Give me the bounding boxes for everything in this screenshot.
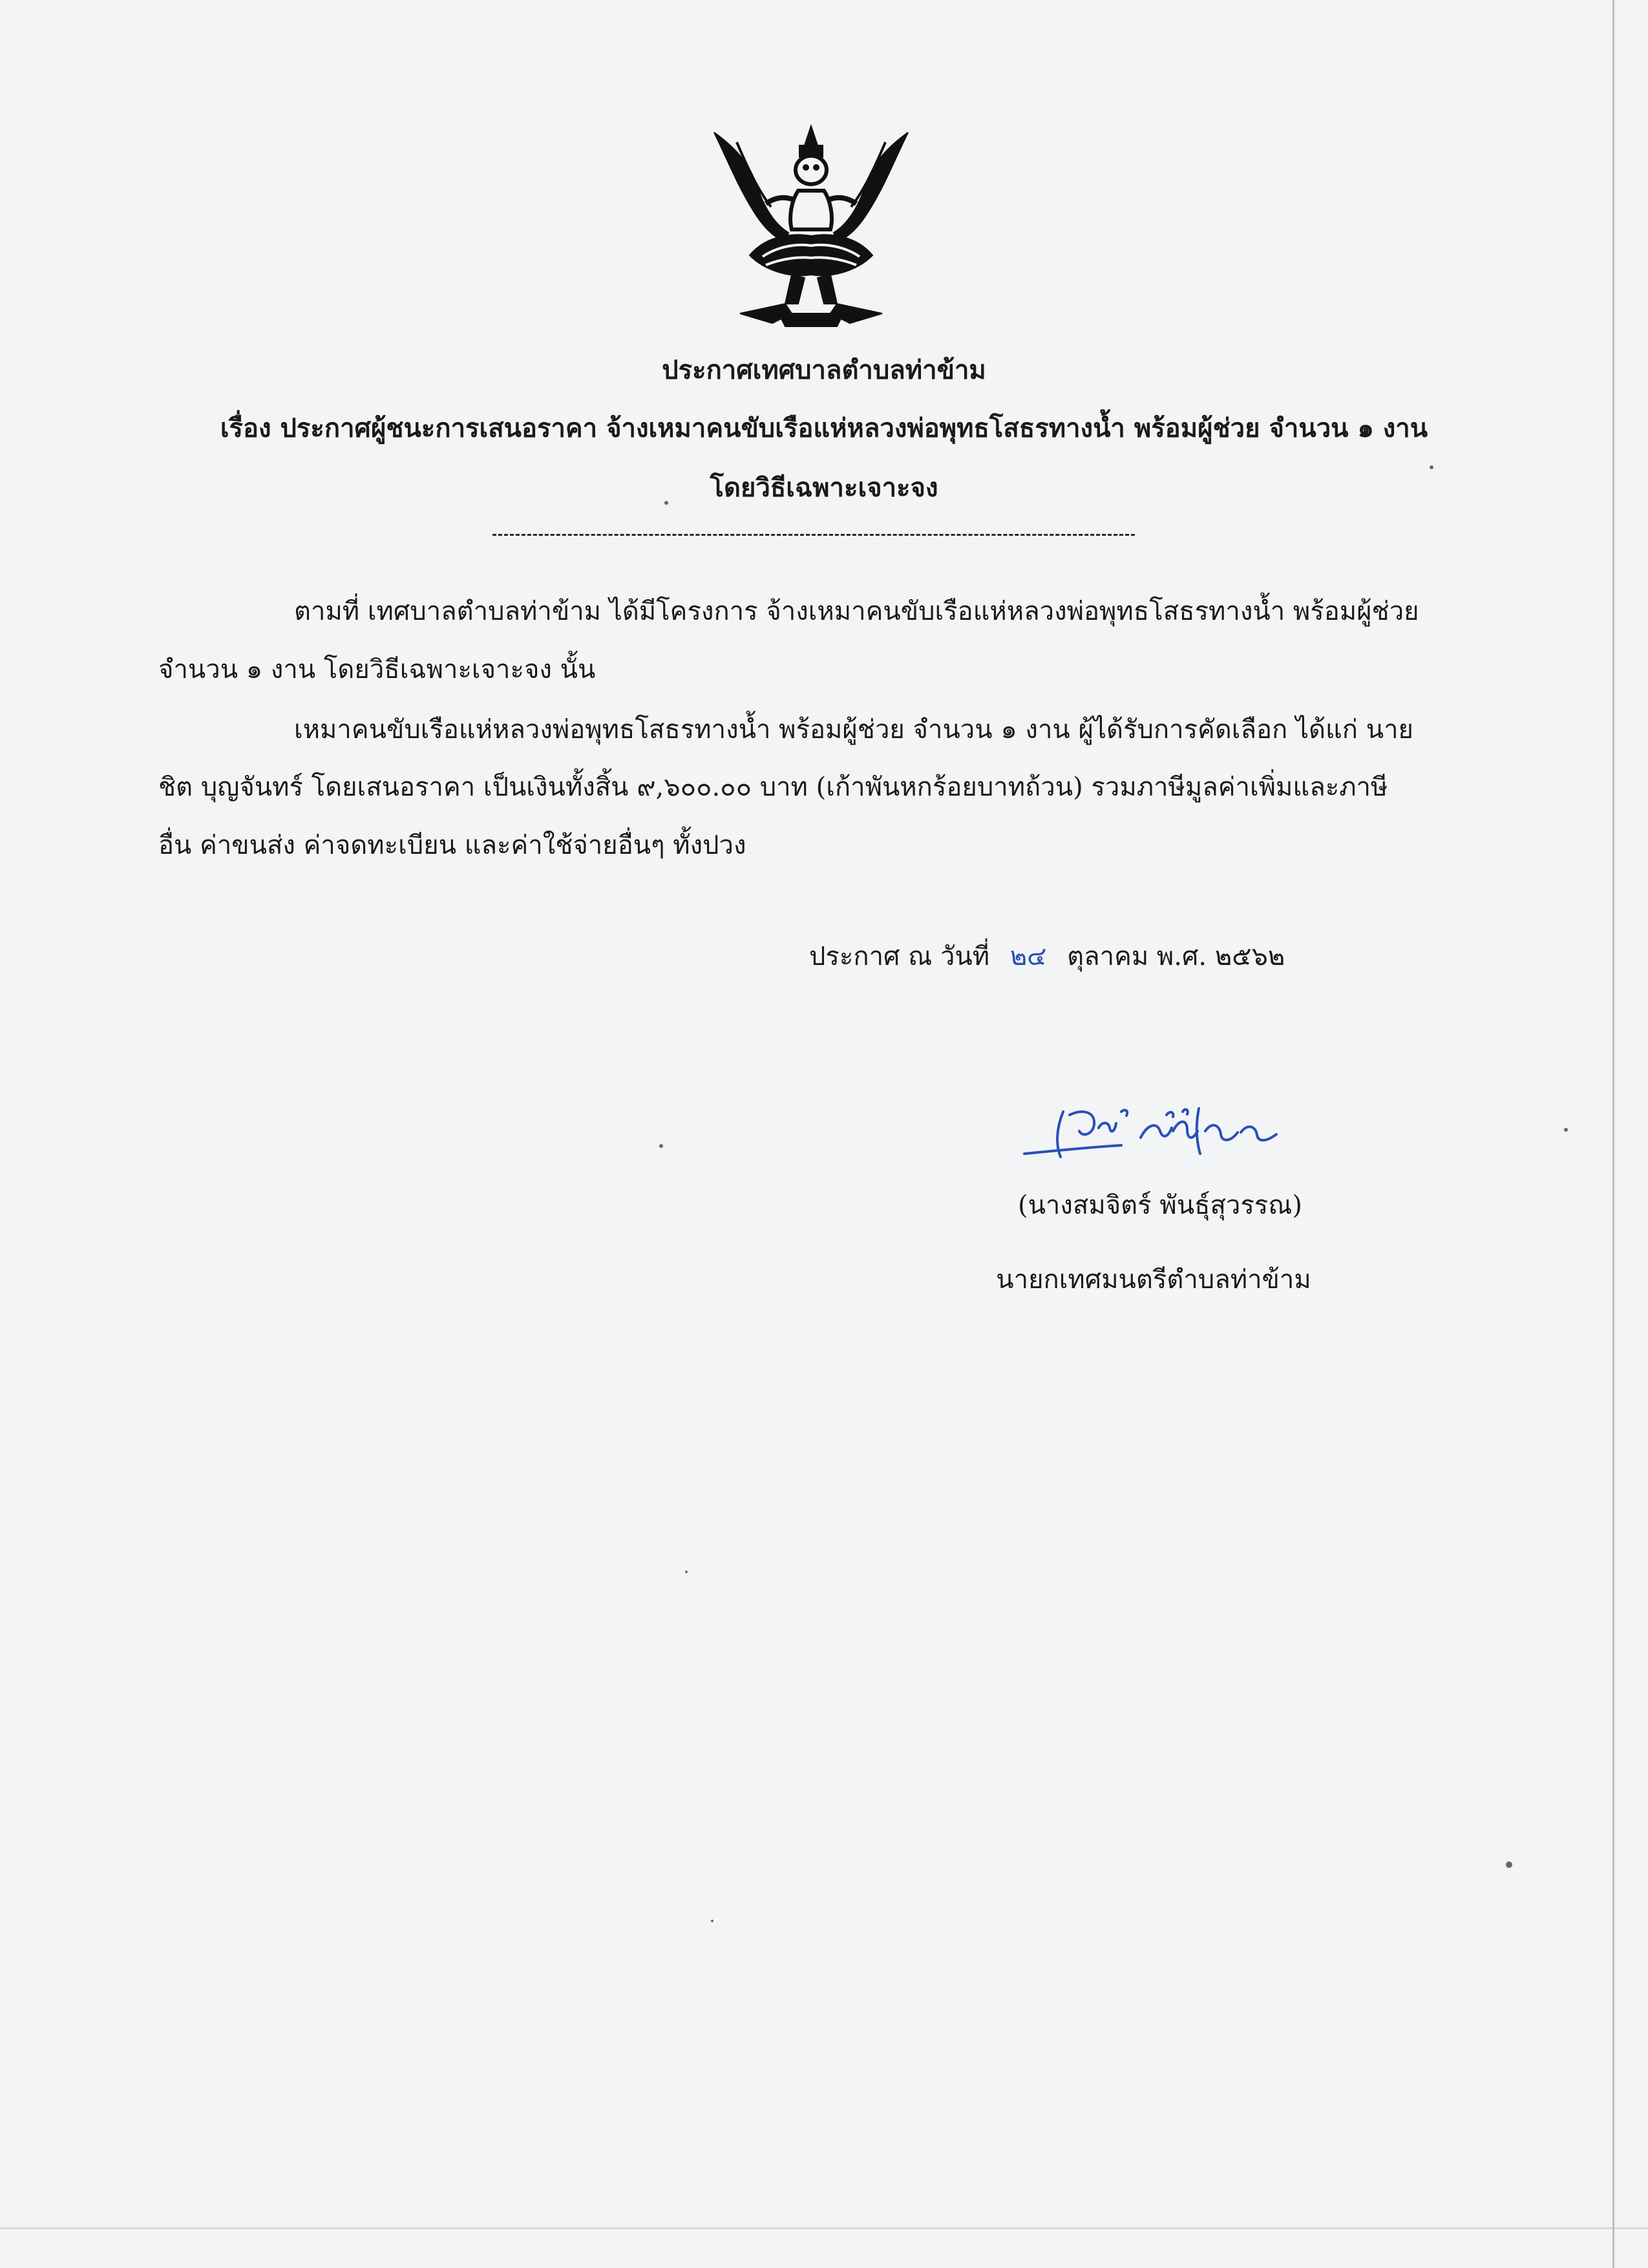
- scan-speck: [1564, 1128, 1568, 1132]
- dashed-divider: [492, 534, 1135, 536]
- scan-edge-right: [1612, 0, 1614, 2268]
- date-prefix: ประกาศ ณ วันที่: [809, 942, 990, 971]
- signer-name: (นางสมจิตร์ พันธุ์สุวรรณ): [1017, 1191, 1303, 1220]
- scan-speck: [711, 1920, 713, 1922]
- date-suffix: ตุลาคม พ.ศ. ๒๕๖๒: [1067, 942, 1285, 971]
- announcement-date: [809, 931, 1285, 982]
- paragraph-1-line-2: จำนวน ๑ งาน โดยวิธีเฉพาะเจาะจง นั้น: [158, 655, 596, 684]
- paragraph-2-line-2: ชิต บุญจันทร์ โดยเสนอราคา เป็นเงินทั้งสิ้น ๙,๖๐๐.๐๐ บาท (เก้าพันหกร้อยบาทถ้วน) รวมภาษีมูลค่าเพิ่มและภาษี: [158, 772, 1388, 802]
- page-title: ประกาศเทศบาลตำบลท่าข้าม: [662, 355, 986, 385]
- subject-line: เรื่อง ประกาศผู้ชนะการเสนอราคา จ้างเหมาคนขับเรือแห่หลวงพ่อพุทธโสธรทางน้ำ พร้อมผู้ช่วย จำนวน ๑ งาน: [220, 413, 1428, 443]
- scan-edge-bottom: [0, 2227, 1648, 2229]
- date-day-handwritten: ๒๔: [1009, 942, 1047, 971]
- method-line: โดยวิธีเฉพาะเจาะจง: [710, 472, 938, 503]
- paragraph-2-line-1: เหมาคนขับเรือแห่หลวงพ่อพุทธโสธรทางน้ำ พร้อมผู้ช่วย จำนวน ๑ งาน ผู้ได้รับการคัดเลือก ได้แก่ นาย: [294, 715, 1413, 745]
- scan-speck: [1506, 1861, 1512, 1868]
- scan-speck: [659, 1144, 663, 1148]
- scan-speck: [685, 1571, 688, 1573]
- signer-position: นายกเทศมนตรีตำบลท่าข้าม: [996, 1265, 1311, 1295]
- garuda-emblem-icon: [701, 120, 921, 333]
- scan-speck: [1430, 465, 1433, 469]
- handwritten-signature-icon: [1018, 1092, 1296, 1173]
- scan-speck: [664, 501, 668, 505]
- paragraph-1-line-1: ตามที่ เทศบาลตำบลท่าข้าม ได้มีโครงการ จ้างเหมาคนขับเรือแห่หลวงพ่อพุทธโสธรทางน้ำ พร้อมผู้ช่วย: [294, 597, 1419, 626]
- paragraph-2-line-3: อื่น ค่าขนส่ง ค่าจดทะเบียน และค่าใช้จ่ายอื่นๆ ทั้งปวง: [158, 831, 746, 860]
